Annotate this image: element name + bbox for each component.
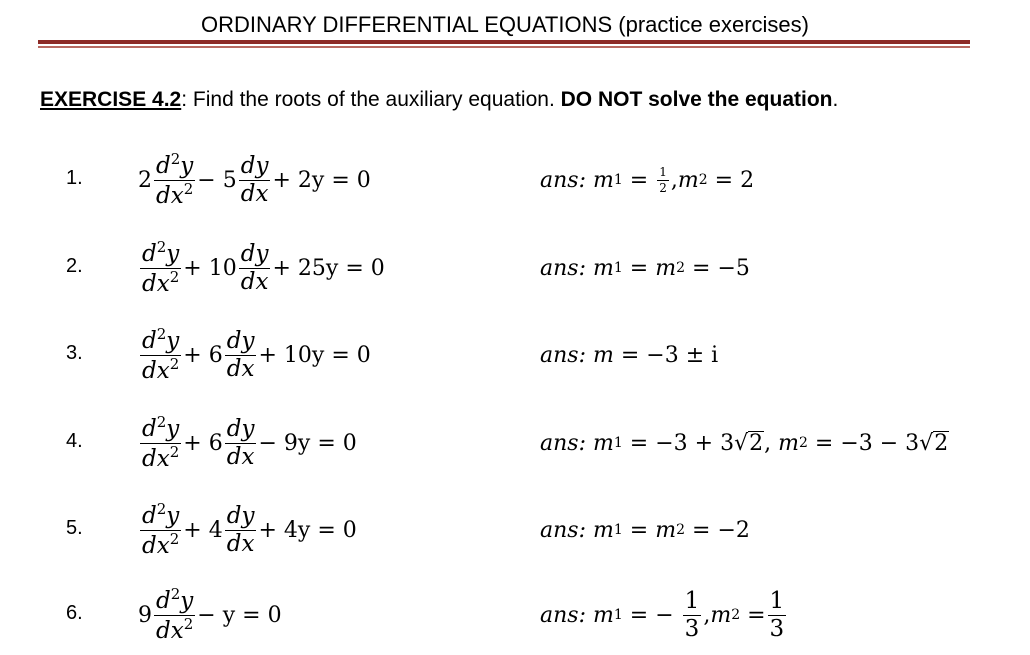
- warning-text: DO NOT solve the equation: [560, 88, 833, 111]
- second-derivative: $\frac{d^2y}{dx^2}$: [142, 413, 180, 472]
- coefficient-first: 5: [222, 167, 237, 193]
- coefficient-zero: 10y: [283, 342, 325, 368]
- coefficient-first: 6: [208, 342, 223, 368]
- equation: $\frac{d^2y}{dx^2}$ + 6 $\frac{dy}{dx}$ − 9y = 0: [142, 413, 357, 472]
- exercise-row-4: [0, 408, 1030, 478]
- exercise-row-5: [0, 495, 1030, 565]
- exercise-number: 5.: [66, 517, 83, 539]
- second-derivative: $\frac{d^2y}{dx^2}$: [156, 150, 194, 209]
- answer: ans: m 1 = −3 + 3 √ 2 , m 2 = −3 − 3 √ 2: [540, 430, 949, 457]
- equation-tail: − y: [197, 602, 236, 628]
- operator: +: [183, 517, 202, 543]
- answer: ans: m 1 = − $\frac{1}{3}$ , m 2 = $\frac{1}{3}$: [540, 588, 785, 642]
- coefficient-first: 4: [208, 517, 223, 543]
- root-fraction: $\frac{1}{3}$: [684, 588, 700, 642]
- first-derivative: $\frac{dy}{dx}$: [226, 328, 255, 382]
- first-derivative: $\frac{dy}{dx}$: [240, 241, 269, 295]
- exercise-number: 1.: [66, 167, 83, 189]
- equation: $\frac{d^2y}{dx^2}$ + 6 $\frac{dy}{dx}$ + 10y = 0: [142, 325, 371, 384]
- square-root: √ 2: [734, 430, 764, 457]
- equation: 9 $\frac{d^2y}{dx^2}$ − y = 0: [138, 585, 282, 644]
- coefficient-second: 9: [138, 602, 152, 628]
- equation: $\frac{d^2y}{dx^2}$ + 10 $\frac{dy}{dx}$ + 25y = 0: [142, 238, 385, 297]
- title-rule-thin: [38, 46, 970, 48]
- operator: +: [183, 430, 202, 456]
- coefficient-first: 10: [208, 255, 237, 281]
- answer: ans: m 1 = m 2 = −5: [540, 255, 750, 281]
- heading-period: .: [832, 88, 839, 111]
- title-rule-thick: [38, 40, 970, 44]
- exercise-label: EXERCISE 4.2: [40, 88, 182, 111]
- operator: +: [272, 167, 291, 193]
- operator: −: [197, 167, 216, 193]
- operator: +: [258, 342, 277, 368]
- coefficient-zero: 9y: [283, 430, 311, 456]
- coefficient-zero: 2y: [297, 167, 325, 193]
- exercise-heading: [40, 88, 838, 112]
- answer: ans: m = −3 ± i: [540, 342, 719, 368]
- equation: $\frac{d^2y}{dx^2}$ + 4 $\frac{dy}{dx}$ + 4y = 0: [142, 500, 357, 559]
- exercise-number: 2.: [66, 255, 83, 277]
- coefficient-first: 6: [208, 430, 223, 456]
- exercise-row-3: [0, 320, 1030, 390]
- coefficient-zero: 4y: [283, 517, 311, 543]
- coefficient-second: 2: [138, 167, 152, 193]
- first-derivative: $\frac{dy}{dx}$: [226, 503, 255, 557]
- second-derivative: $\frac{d^2y}{dx^2}$: [142, 500, 180, 559]
- first-derivative: $\frac{dy}{dx}$: [240, 153, 269, 207]
- page-title: ORDINARY DIFFERENTIAL EQUATIONS (practice exercises): [201, 12, 809, 37]
- equation: 2 $\frac{d^2y}{dx^2}$ − 5 $\frac{dy}{dx}$ + 2y = 0: [138, 150, 371, 209]
- exercise-number: 4.: [66, 430, 83, 452]
- second-derivative: $\frac{d^2y}{dx^2}$: [142, 325, 180, 384]
- coefficient-zero: 25y: [297, 255, 339, 281]
- first-derivative: $\frac{dy}{dx}$: [226, 416, 255, 470]
- answer: ans: m 1 = m 2 = −2: [540, 517, 750, 543]
- second-derivative: $\frac{d^2y}{dx^2}$: [156, 585, 194, 644]
- root-fraction: $\frac{1}{3}$: [769, 588, 785, 642]
- operator: +: [272, 255, 291, 281]
- exercise-number: 6.: [66, 602, 83, 624]
- exercise-number: 3.: [66, 342, 83, 364]
- operator: +: [258, 517, 277, 543]
- exercise-row-6: [0, 580, 1030, 650]
- operator: +: [183, 342, 202, 368]
- root-fraction: $\frac{1}{2}$: [659, 164, 667, 195]
- answer: ans: m 1 = $\frac{1}{2}$ , m 2 = 2: [540, 164, 755, 195]
- second-derivative: $\frac{d^2y}{dx^2}$: [142, 238, 180, 297]
- instruction-text: : Find the roots of the auxiliary equation.: [181, 88, 561, 111]
- exercise-row-1: [0, 145, 1030, 215]
- operator: −: [258, 430, 277, 456]
- operator: +: [183, 255, 202, 281]
- square-root: √ 2: [919, 430, 949, 457]
- exercise-row-2: [0, 233, 1030, 303]
